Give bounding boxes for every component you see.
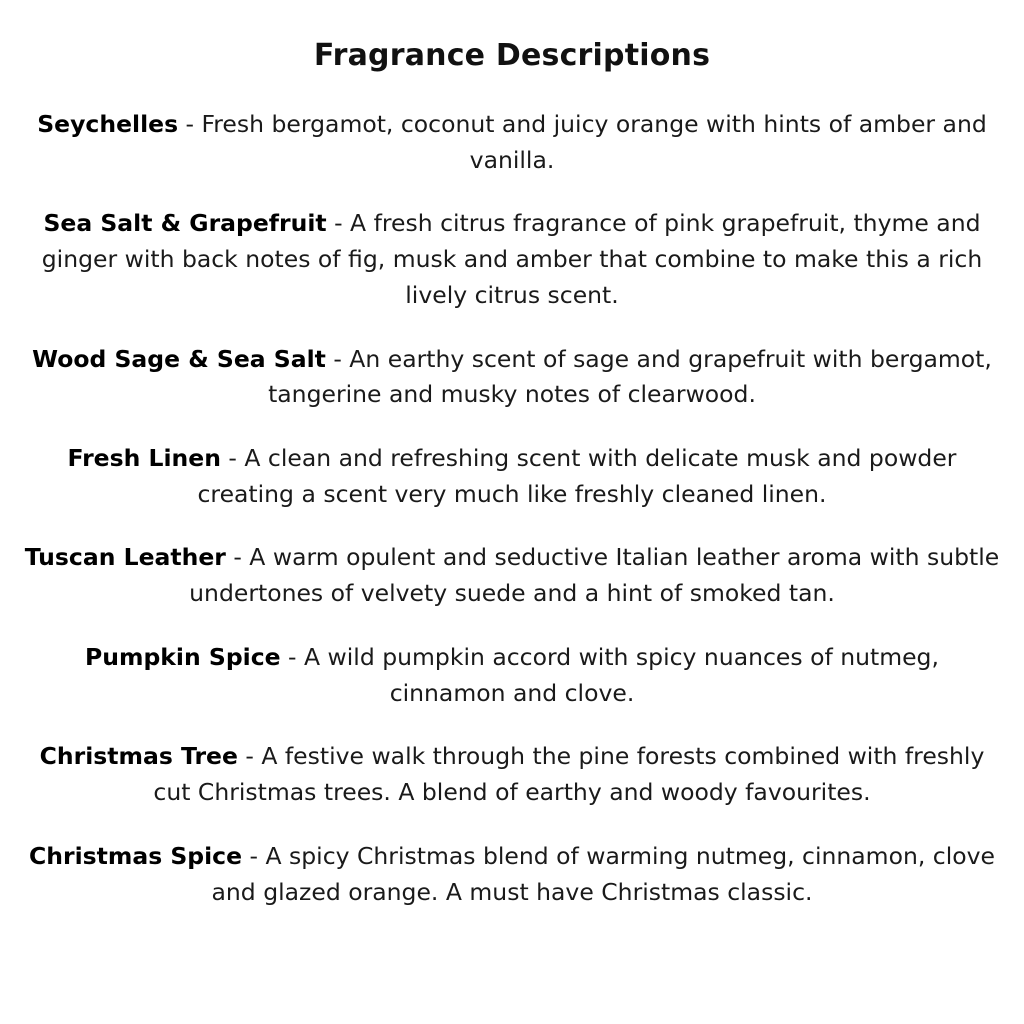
fragrance-name: Christmas Spice <box>29 841 243 870</box>
fragrance-separator: - <box>178 110 202 138</box>
list-item <box>18 107 1006 178</box>
fragrance-name: Wood Sage & Sea Salt <box>32 344 326 373</box>
fragrance-name: Christmas Tree <box>39 742 238 771</box>
fragrance-separator: - <box>325 344 350 373</box>
fragrance-separator: - <box>242 841 266 870</box>
fragrance-name: Seychelles <box>37 110 179 138</box>
list-item <box>18 839 1006 910</box>
fragrance-list <box>18 107 1006 910</box>
list-item <box>18 739 1006 810</box>
fragrance-description: A fresh citrus fragrance of pink grapefruit, thyme and ginger with back notes of fig, musk and amber that combine to make this a rich lively citrus scent. <box>41 209 983 309</box>
fragrance-name: Pumpkin Spice <box>85 642 281 671</box>
fragrance-name: Tuscan Leather <box>24 543 226 572</box>
fragrance-description: A festive walk through the pine forests combined with freshly cut Christmas trees. A blend of earthy and woody favourites. <box>153 742 985 807</box>
fragrance-separator: - <box>326 209 351 238</box>
list-item <box>18 640 1006 711</box>
fragrance-description: A wild pumpkin accord with spicy nuances of nutmeg, cinnamon and clove. <box>304 642 939 707</box>
list-item <box>18 206 1006 313</box>
fragrance-name: Fresh Linen <box>67 444 221 473</box>
fragrance-description: An earthy scent of sage and grapefruit with bergamot, tangerine and musky notes of clearwood. <box>268 344 992 409</box>
page-title: Fragrance Descriptions <box>313 38 711 73</box>
fragrance-name: Sea Salt & Grapefruit <box>43 209 327 238</box>
fragrance-description: A spicy Christmas blend of warming nutmeg, cinnamon, clove and glazed orange. A must have Christmas classic. <box>211 841 995 906</box>
fragrance-separator: - <box>237 742 262 771</box>
fragrance-separator: - <box>280 642 304 671</box>
fragrance-separator: - <box>225 543 250 572</box>
fragrance-separator: - <box>220 444 245 473</box>
fragrance-description: A warm opulent and seductive Italian leather aroma with subtle undertones of velvety suede and a hint of smoked tan. <box>189 543 1000 608</box>
fragrance-description: A clean and refreshing scent with delicate musk and powder creating a scent very much like freshly cleaned linen. <box>197 444 957 508</box>
list-item <box>18 540 1006 611</box>
list-item <box>18 342 1006 413</box>
fragrance-description: Fresh bergamot, coconut and juicy orange with hints of amber and vanilla. <box>201 110 987 174</box>
list-item <box>18 441 1006 512</box>
